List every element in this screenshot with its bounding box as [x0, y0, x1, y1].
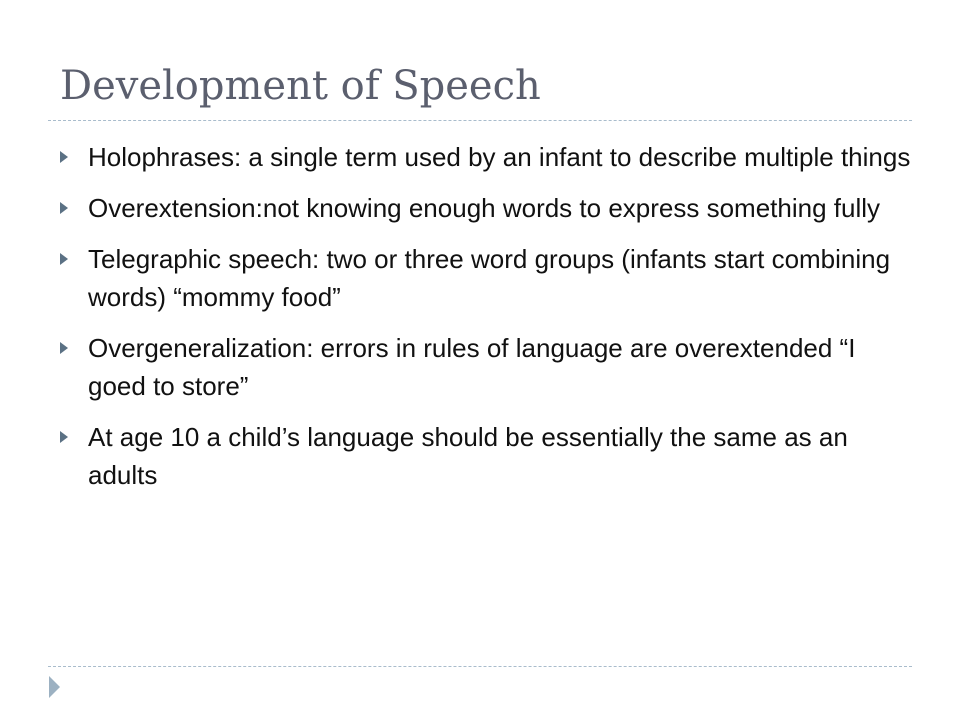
bullet-text: Overextension:not knowing enough words to express something fully: [88, 193, 880, 223]
triangle-right-icon: [60, 431, 68, 443]
title-divider: [48, 120, 912, 121]
list-item: [60, 138, 920, 176]
triangle-right-icon: [60, 253, 68, 265]
bullet-text: At age 10 a child’s language should be essentially the same as an adults: [88, 422, 848, 490]
bullet-list: [60, 138, 920, 507]
list-item: [60, 189, 920, 227]
slide-title: Development of Speech: [60, 63, 541, 109]
bullet-text: Telegraphic speech: two or three word groups (infants start combining words) “mommy food”: [88, 244, 891, 312]
bullet-text: Holophrases: a single term used by an infant to describe multiple things: [88, 142, 911, 172]
footer-divider: [48, 666, 912, 667]
list-item: [60, 329, 920, 405]
triangle-right-icon: [60, 151, 68, 163]
list-item: [60, 418, 920, 494]
triangle-right-icon: [60, 202, 68, 214]
bullet-text: Overgeneralization: errors in rules of language are overextended “I goed to store”: [88, 333, 856, 401]
slide-nav-chevron-icon: [49, 676, 60, 698]
triangle-right-icon: [60, 342, 68, 354]
list-item: [60, 240, 920, 316]
